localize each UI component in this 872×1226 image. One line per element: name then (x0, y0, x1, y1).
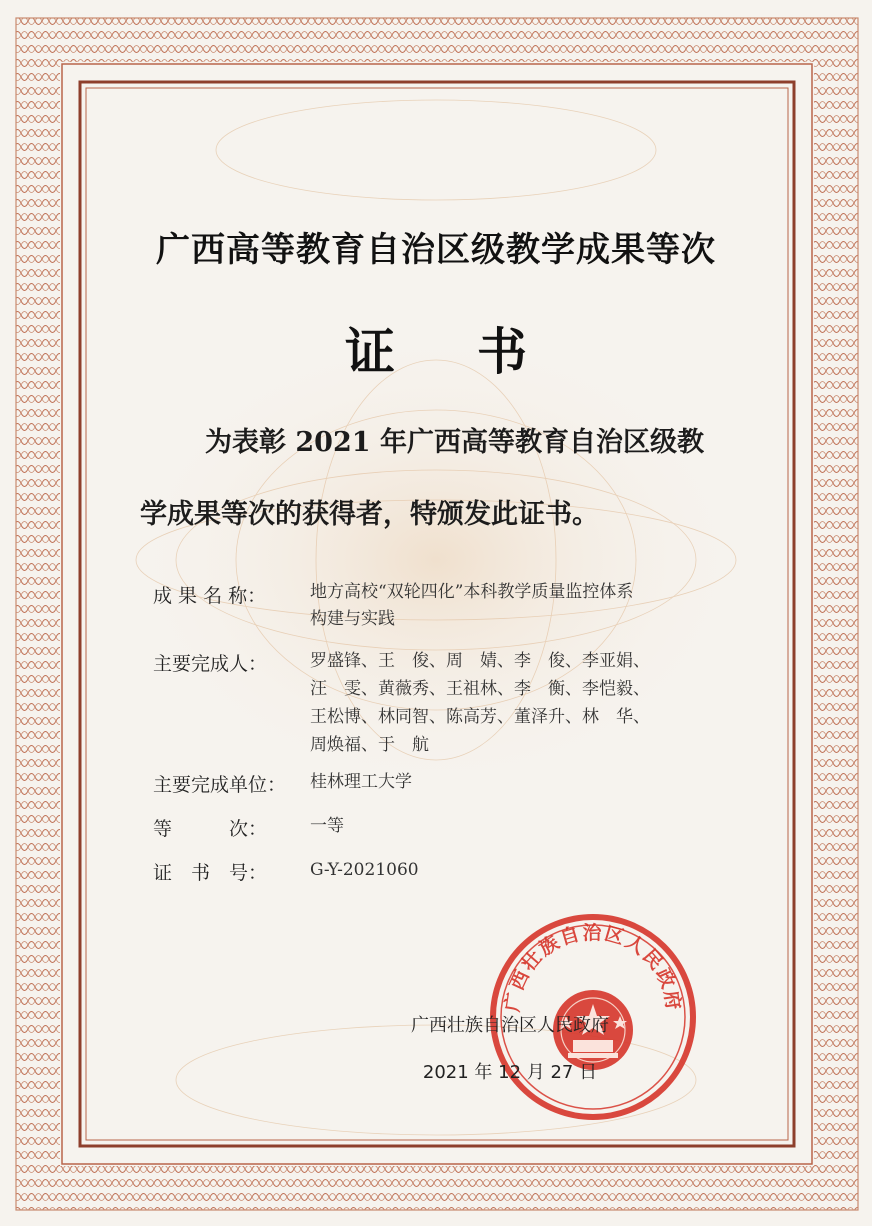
main-people-line-1: 罗盛锋、王 俊、周 婧、李 俊、李亚娟、 (310, 651, 650, 671)
certificate-number-label: 证 书 号： (153, 862, 268, 884)
main-people-line-4: 周焕福、于 航 (310, 735, 429, 755)
main-unit-label: 主要完成单位： (153, 774, 287, 796)
main-unit-value: 桂林理工大学 (310, 772, 412, 792)
achievement-name-label: 成 果 名 称： (153, 585, 267, 607)
certificate-title: 证书 (345, 323, 609, 381)
certificate-number-value: G-Y-2021060 (310, 860, 419, 880)
main-people-label: 主要完成人： (153, 653, 268, 675)
intro-text-line-1: 为表彰 2021 年广西高等教育自治区级教 (205, 427, 704, 458)
rank-value: 一等 (310, 816, 344, 836)
issuer-organization: 广西壮族自治区人民政府 (411, 1015, 609, 1036)
achievement-name-line-2: 构建与实践 (310, 609, 395, 629)
issue-date: 2021 年 12 月 27 日 (422, 1062, 598, 1083)
rank-label: 等 次： (153, 818, 268, 840)
main-people-line-3: 王松博、林同智、陈高芳、董泽升、林 华、 (310, 707, 650, 727)
seal-text: 广西壮族自治区人民政府 (501, 921, 685, 1014)
intro-text-line-2: 学成果等次的获得者，特颁发此证书。 (140, 499, 599, 530)
main-people-line-2: 汪 雯、黄薇秀、王祖林、李 衡、李恺毅、 (310, 679, 650, 699)
achievement-name-line-1: 地方高校“双轮四化”本科教学质量监控体系 (310, 582, 634, 602)
award-title: 广西高等教育自治区级教学成果等次 (156, 230, 716, 270)
